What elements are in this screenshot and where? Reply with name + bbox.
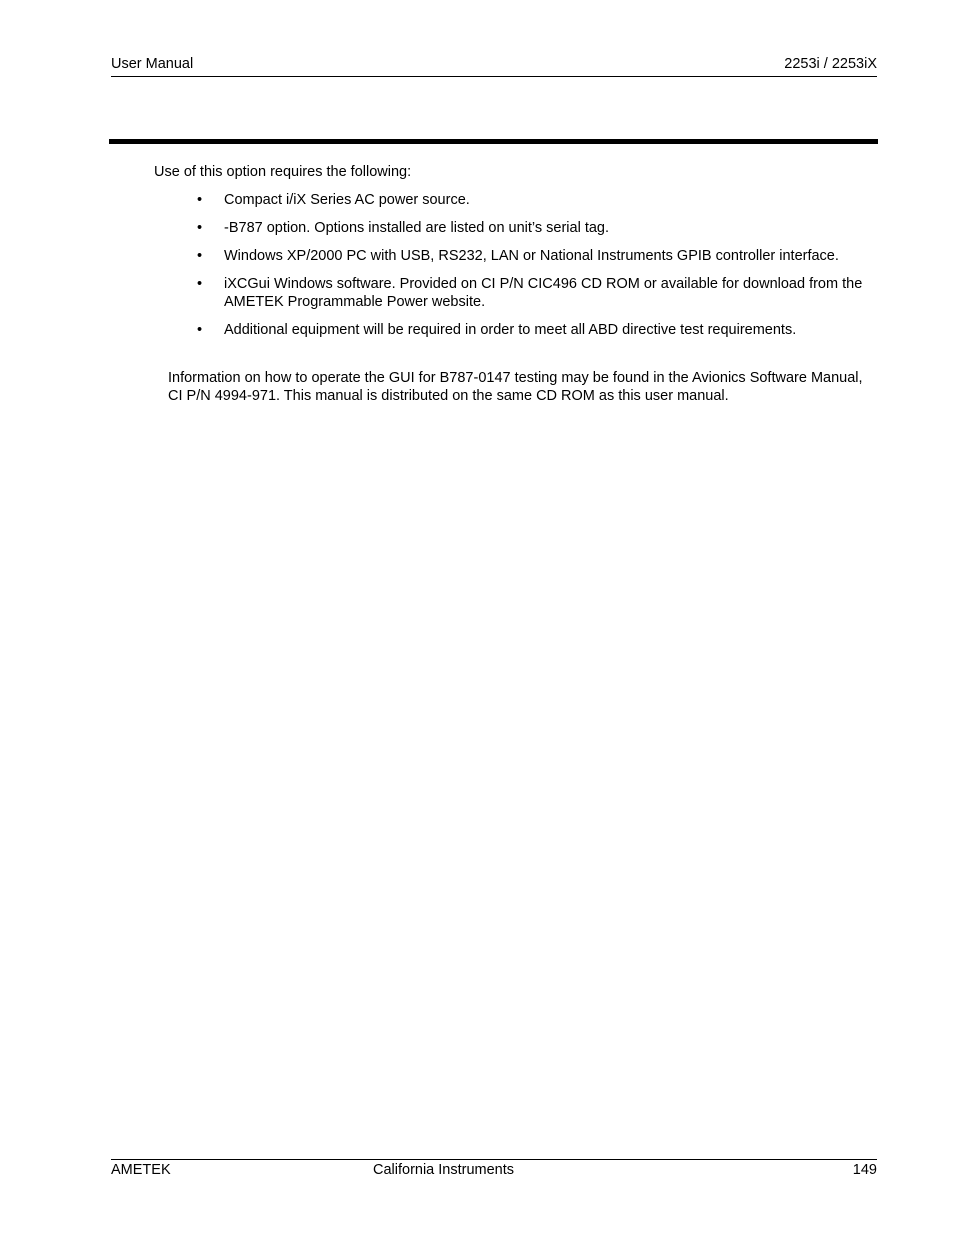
footer-brand: California Instruments [373, 1162, 515, 1178]
bullet-icon: • [197, 248, 203, 264]
page-footer [111, 1159, 877, 1180]
list-item-text: Additional equipment will be required in order to meet all ABD directive test requirements. [224, 322, 797, 338]
bullet-icon: • [197, 322, 203, 338]
list-item [197, 219, 867, 237]
list-item [197, 321, 867, 339]
list-item [197, 247, 867, 265]
section-divider [109, 139, 878, 144]
list-item-text: iXCGui Windows software. Provided on CI P/N CIC496 CD ROM or available for download from the AMETEK Programmable Power website. [224, 276, 863, 310]
intro-paragraph: Use of this option requires the following: [154, 164, 412, 180]
info-paragraph: Information on how to operate the GUI for B787-0147 testing may be found in the Avionics Software Manual, CI P/N 4994-971. This manual is distributed on the same CD ROM as this user manual. [168, 370, 863, 404]
header-manual-title: User Manual [111, 56, 194, 72]
list-item-text: Compact i/iX Series AC power source. [224, 192, 470, 208]
list-item [197, 191, 867, 209]
bullet-icon: • [197, 192, 203, 208]
bullet-icon: • [197, 276, 203, 292]
list-item-text: -B787 option. Options installed are listed on unit’s serial tag. [224, 220, 610, 236]
footer-page-number: 149 [852, 1162, 877, 1178]
page-header [111, 56, 877, 77]
footer-company: AMETEK [111, 1162, 171, 1178]
list-item [197, 275, 867, 311]
header-model-number: 2253i / 2253iX [784, 56, 877, 72]
requirements-list [197, 191, 867, 349]
list-item-text: Windows XP/2000 PC with USB, RS232, LAN or National Instruments GPIB controller interface. [224, 248, 839, 264]
bullet-icon: • [197, 220, 203, 236]
